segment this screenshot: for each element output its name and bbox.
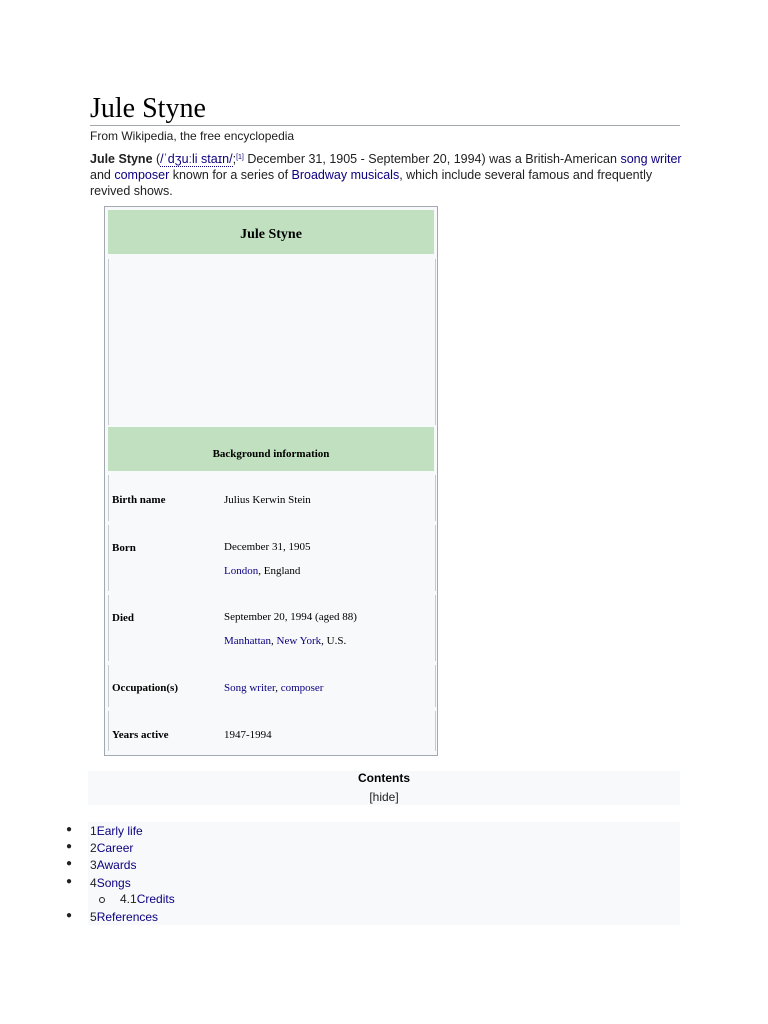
broadway-musicals-link[interactable]: Broadway musicals — [291, 168, 400, 182]
infobox-divider — [435, 525, 436, 591]
birth-name-label: Birth name — [112, 494, 166, 506]
bullet-icon: ● — [66, 841, 73, 852]
bullet-icon: ● — [66, 858, 73, 869]
born-date: December 31, 1905 — [224, 541, 311, 553]
toc-item-number: 4 — [90, 876, 97, 890]
toc-list — [88, 822, 680, 925]
toc-item[interactable] — [90, 909, 158, 925]
sub-bullet-icon — [99, 897, 105, 903]
title-divider — [90, 125, 680, 126]
infobox-divider — [435, 711, 436, 751]
born-place — [224, 565, 300, 577]
toc-header — [88, 771, 680, 805]
manhattan-link[interactable]: Manhattan — [224, 635, 272, 647]
lead-text: , which include several famous and frequently revived shows. — [90, 168, 653, 198]
bullet-icon: ● — [66, 876, 73, 887]
infobox-title: Jule Styne — [108, 210, 434, 254]
bullet-icon: ● — [66, 910, 73, 921]
lead-text: ( — [152, 152, 161, 166]
born-place-text: , England — [258, 565, 301, 577]
infobox-divider — [108, 665, 109, 707]
died-label: Died — [112, 612, 134, 624]
born-label: Born — [112, 542, 136, 554]
infobox-divider — [435, 665, 436, 707]
died-place-text: , — [271, 635, 277, 647]
died-date: September 20, 1994 (aged 88) — [224, 611, 357, 623]
london-link[interactable]: London — [224, 565, 259, 577]
toc-hide-toggle[interactable]: [hide] — [369, 790, 399, 804]
years-active-value: 1947-1994 — [224, 729, 272, 741]
toc-item-number: 1 — [90, 824, 97, 838]
composer-link[interactable]: composer — [114, 168, 170, 182]
infobox-section-header: Background information — [108, 427, 434, 471]
infobox — [104, 206, 438, 756]
died-place — [224, 635, 346, 647]
toc-item-number: 2 — [90, 841, 97, 855]
birth-name-value: Julius Kerwin Stein — [224, 494, 311, 506]
toc-item-link[interactable]: Career — [96, 841, 134, 855]
lead-text: ; — [232, 152, 237, 166]
occupation-label: Occupation(s) — [112, 682, 178, 694]
infobox-divider — [108, 595, 109, 661]
bullet-icon: ● — [66, 824, 73, 835]
lead-text: known for a series of — [169, 168, 292, 182]
infobox-image-area — [108, 259, 434, 425]
page-tagline: From Wikipedia, the free encyclopedia — [90, 129, 295, 143]
infobox-divider — [108, 475, 109, 521]
new-york-link[interactable]: New York — [276, 635, 322, 647]
toc-item-link[interactable]: References — [96, 910, 159, 924]
composer-occupation-link[interactable]: composer — [280, 682, 324, 694]
reference-link[interactable]: [1] — [236, 154, 244, 161]
toc-item-number: 4.1 — [120, 892, 137, 906]
toc-item-number: 3 — [90, 858, 97, 872]
died-place-text: , U.S. — [321, 635, 347, 647]
song-writer-occupation-link[interactable]: Song writer — [224, 682, 276, 694]
lead-subject-name: Jule Styne — [90, 152, 153, 166]
toc-item[interactable] — [90, 875, 131, 891]
lead-paragraph — [90, 151, 690, 199]
toc-item-link[interactable]: Credits — [136, 892, 175, 906]
toc-item[interactable] — [90, 840, 133, 856]
toc-item[interactable] — [90, 857, 136, 873]
toc-item[interactable] — [90, 823, 143, 839]
years-active-label: Years active — [112, 729, 169, 741]
infobox-divider — [435, 259, 436, 425]
page-title: Jule Styne — [90, 93, 206, 124]
toc-item-number: 5 — [90, 910, 97, 924]
toc-title: Contents — [358, 771, 410, 785]
toc-item-link[interactable]: Early life — [96, 824, 143, 838]
infobox-divider — [435, 475, 436, 521]
toc-item-link[interactable]: Songs — [96, 876, 131, 890]
occupation-value — [224, 682, 323, 694]
toc-item-link[interactable]: Awards — [96, 858, 137, 872]
occupation-sep: , — [275, 682, 281, 694]
lead-text: and — [90, 168, 115, 182]
pronunciation-link[interactable]: /ˈdʒuːli staɪn/ — [160, 152, 233, 166]
toc-subitem[interactable] — [120, 891, 175, 907]
infobox-divider — [435, 595, 436, 661]
infobox-divider — [108, 711, 109, 751]
lead-text: December 31, 1905 - September 20, 1994) was a British-American — [243, 152, 621, 166]
infobox-divider — [108, 525, 109, 591]
song-writer-link[interactable]: song writer — [620, 152, 682, 166]
